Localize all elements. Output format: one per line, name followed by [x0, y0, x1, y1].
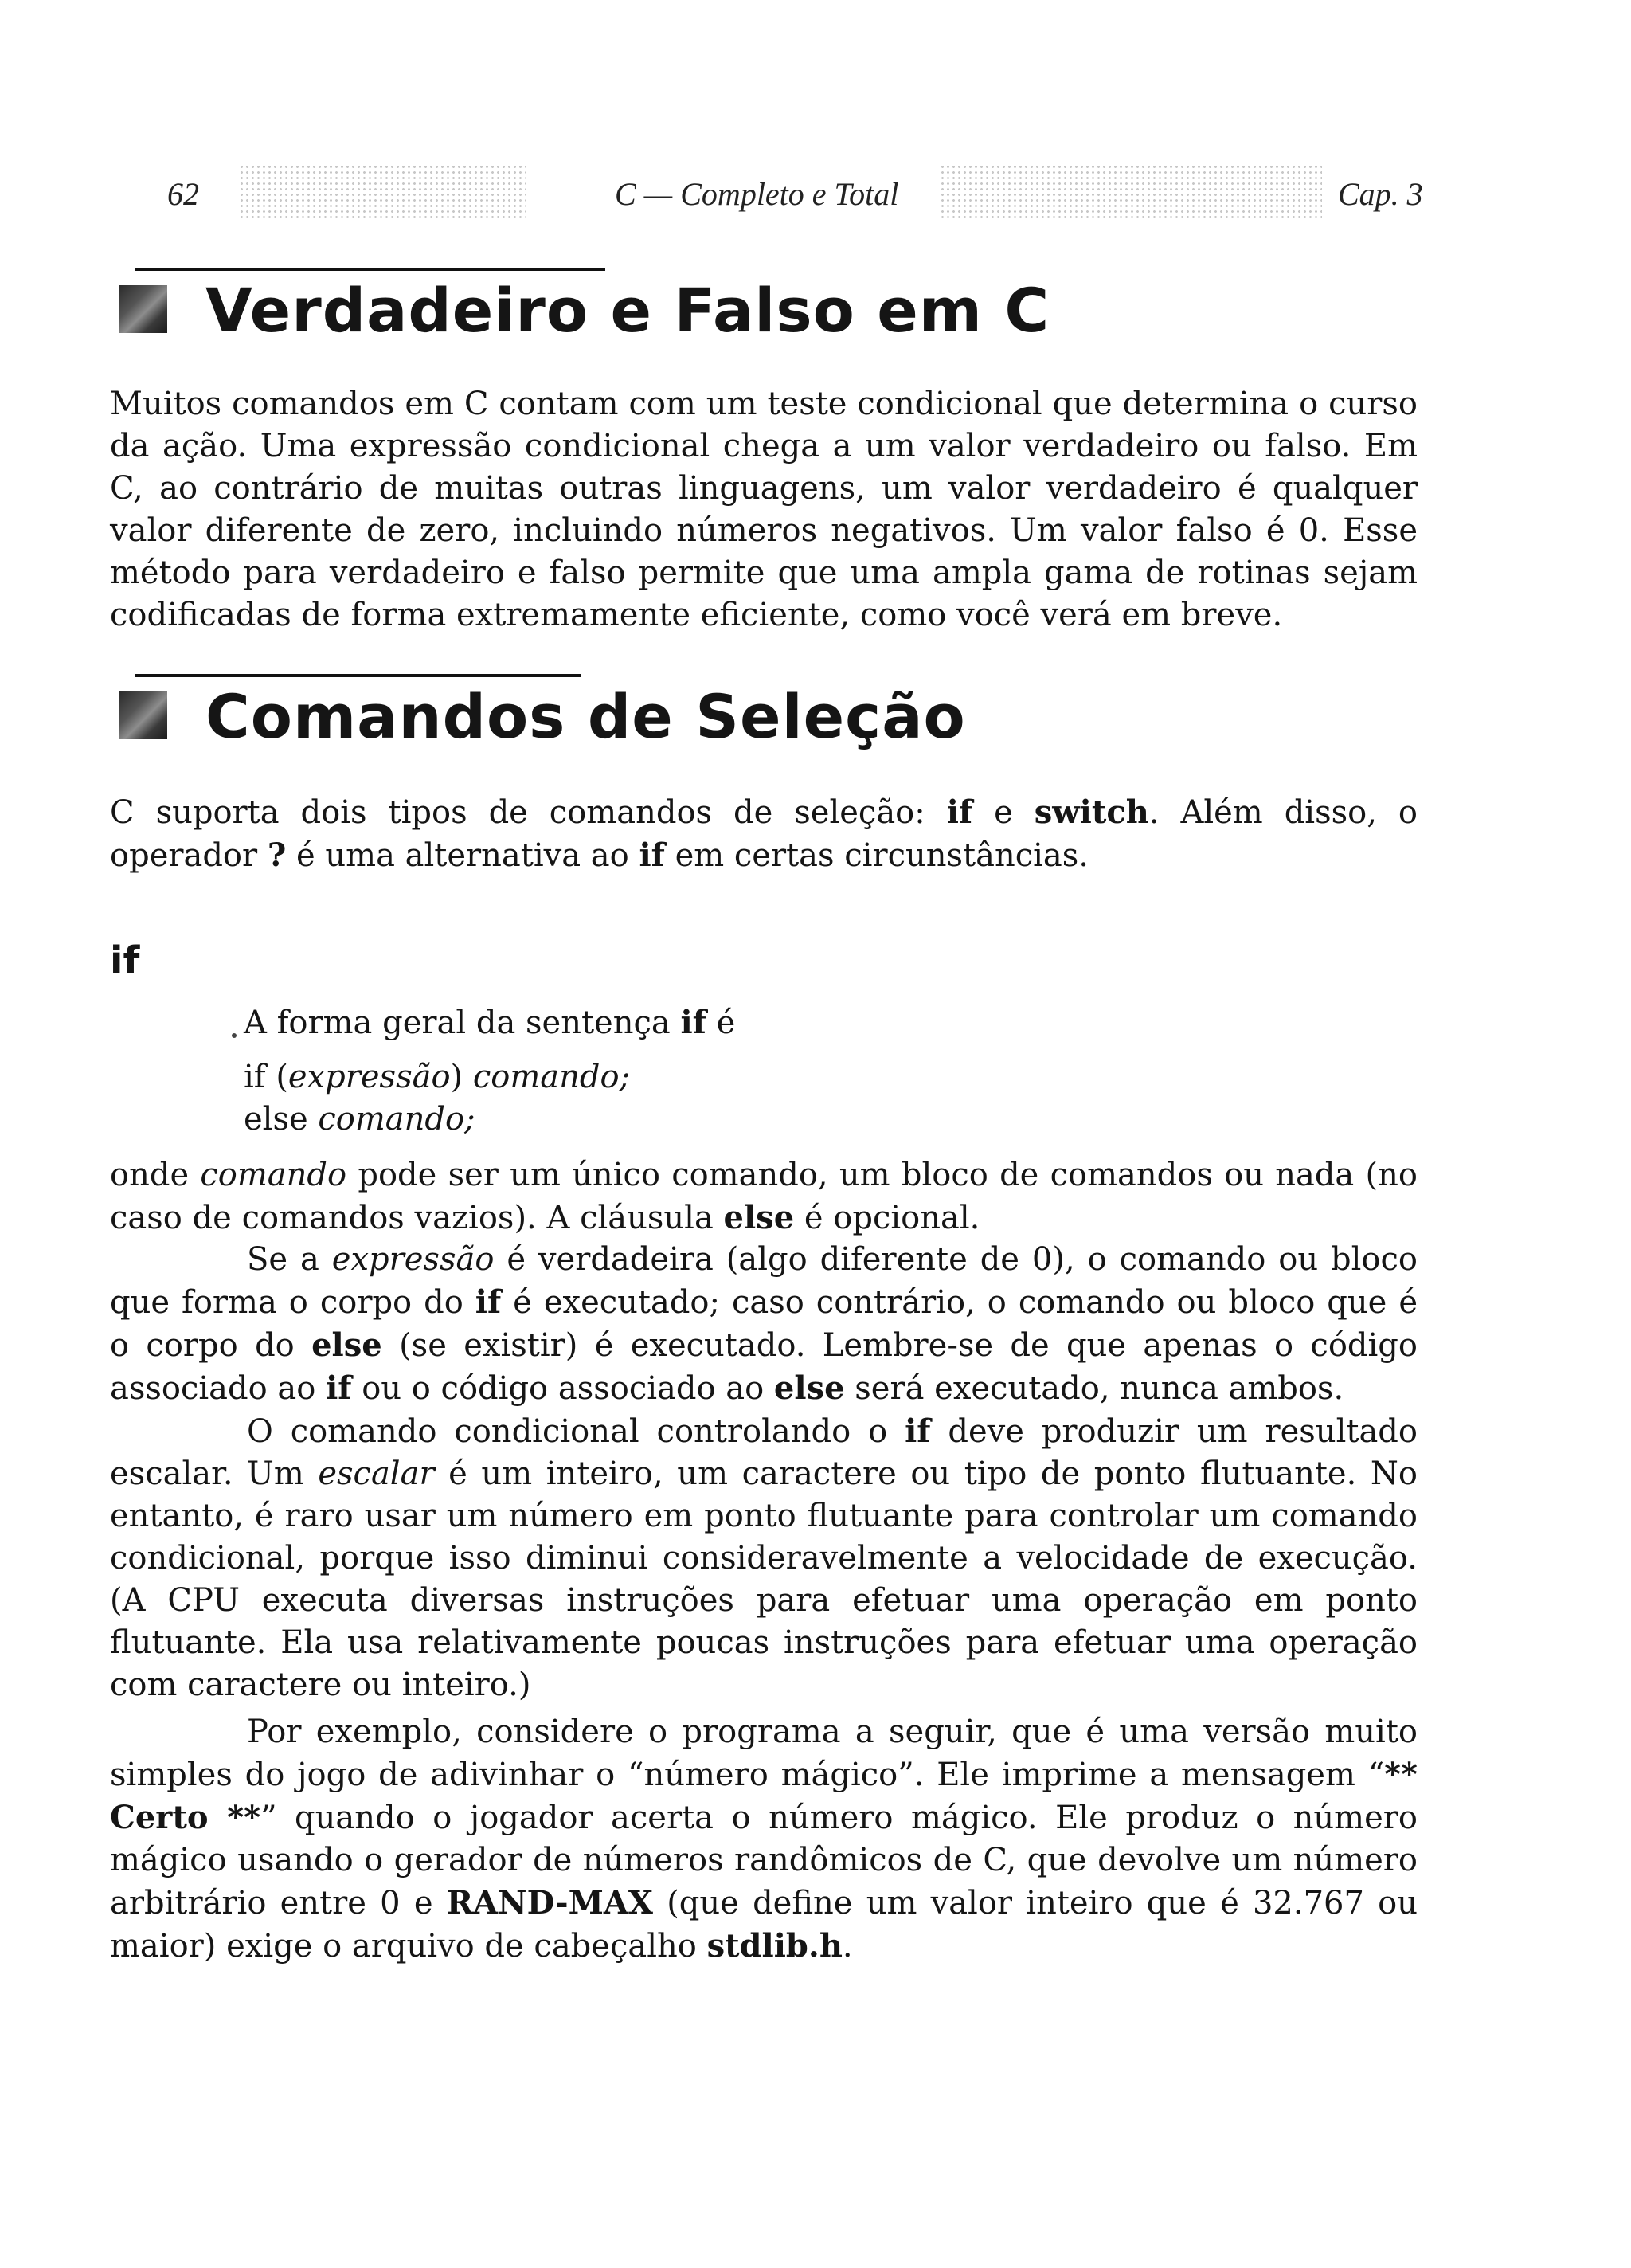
paragraph-onde-comando: onde comando pode ser um único comando, um bloco de comandos ou nada (no caso de comandos vazios). A cláusula else é opcional.: [110, 1157, 1418, 1236]
paragraph-resultado-escalar: O comando condicional controlando o if deve produzir um resultado escalar. Um escalar é um inteiro, um caractere ou tipo de ponto flutuante. No entanto, é raro usar um número em ponto flutuante para controlar um comando condicional, porque isso diminui consideravelmente a velocidade de execução. (A CPU executa diversas instruções para efetuar uma operação em ponto flutuante. Ela usa relativamente poucas instruções para efetuar uma operação com caractere ou inteiro.): [110, 1412, 1418, 1703]
paragraph-exemplo-numero-magico: Por exemplo, considere o programa a seguir, que é uma versão muito simples do jogo de adivinhar o “número mágico”. Ele imprime a mensagem “** Certo **” quando o jogador acerta o número mágico. Ele produz o número mágico usando o gerador de números randômicos de C, que devolve um número arbitrário entre 0 e RAND-MAX (que define um valor inteiro que é 32.767 ou maior) exige o arquivo de cabeçalho stdlib.h.: [110, 1714, 1418, 1964]
scan-texture: [239, 164, 526, 220]
section-heading-verdadeiro-falso: [119, 268, 1050, 355]
running-title: C — Completo e Total: [615, 176, 899, 212]
syntax-line-if: if (expressão) comando;: [244, 1059, 631, 1095]
stray-dot: [232, 1033, 237, 1038]
subsection-title-if: if: [110, 938, 140, 983]
scan-texture: [940, 164, 1322, 220]
general-form-line: A forma geral da sentença if é: [244, 1004, 736, 1041]
square-bullet-icon: [119, 691, 167, 739]
square-bullet-icon: [119, 285, 167, 333]
paragraph-se-expressao: Se a expressão é verdadeira (algo diferente de 0), o comando ou bloco que forma o corpo do if é executado; caso contrário, o comando ou bloco que é o corpo do else (se existir) é executado. Lembre-se de que apenas o código associado ao if ou o código associado ao else será executado, nunca ambos.: [110, 1241, 1418, 1407]
page-number: 62: [167, 176, 199, 212]
syntax-line-else: else comando;: [244, 1101, 475, 1138]
paragraph-selecao-intro: C suporta dois tipos de comandos de seleção: if e switch. Além disso, o operador ? é uma alternativa ao if em certas circunstâncias.: [110, 793, 1418, 874]
page-header: [0, 0, 1631, 255]
section-heading-comandos-selecao: [119, 674, 995, 762]
paragraph-verdadeiro-falso: Muitos comandos em C contam com um teste condicional que determina o curso da ação. Uma expressão condicional chega a um valor verdadeiro ou falso. Em C, ao contrário de muitas outras linguagens, um valor verdadeiro é qualquer valor diferente de zero, incluindo números negativos. Um valor falso é 0. Esse método para verdadeiro e falso permite que uma ampla gama de rotinas sejam codificadas de forma extremamente eficiente, como você verá em breve.: [110, 386, 1418, 633]
chapter-label: Cap. 3: [1338, 176, 1423, 212]
section-title: Comandos de Seleção: [205, 681, 966, 752]
section-title: Verdadeiro e Falso em C: [205, 275, 1050, 346]
